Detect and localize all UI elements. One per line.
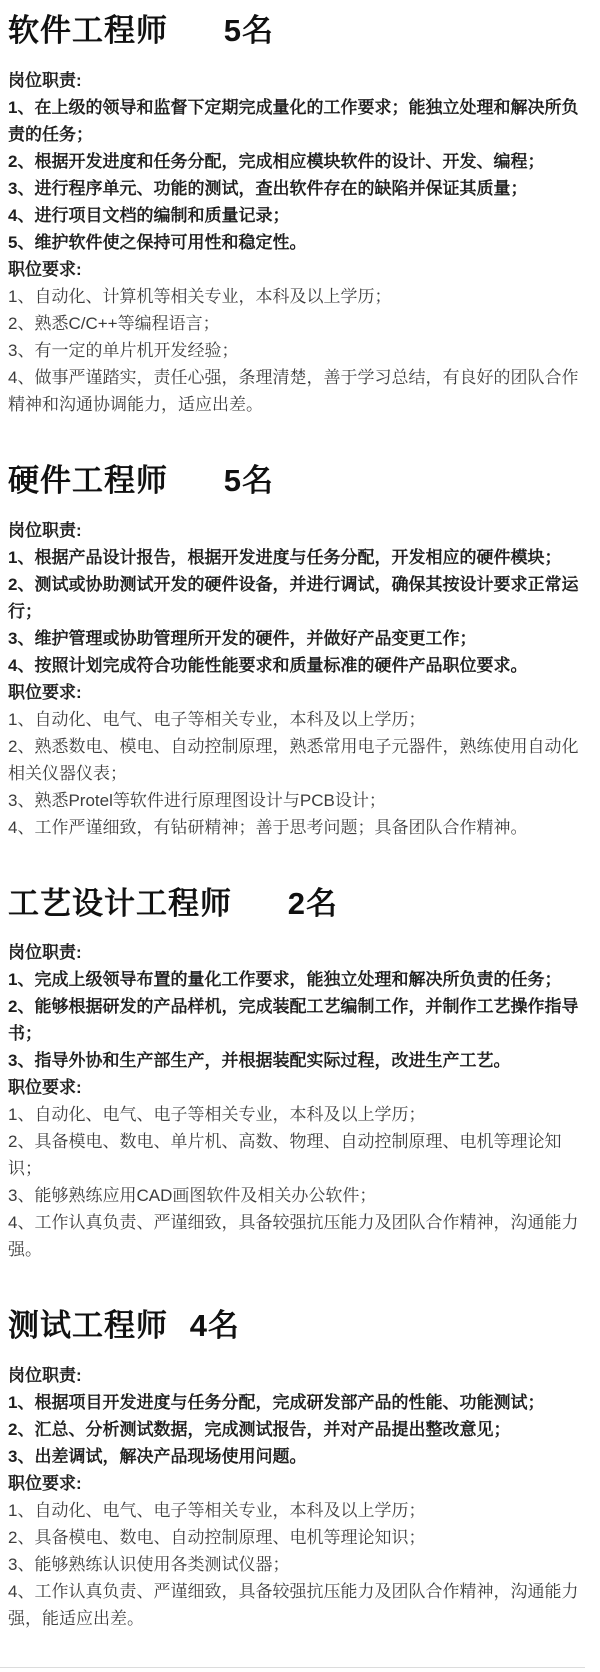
job-listings-page (8, 12, 590, 1632)
requirement-item: 4、工作严谨细致，有钻研精神；善于思考问题；具备团队合作精神。 (8, 817, 528, 837)
requirements-label: 职位要求: (8, 1474, 82, 1493)
responsibility-item: 4、进行项目文档的编制和质量记录； (8, 205, 290, 225)
requirement-item: 1、自动化、电气、电子等相关专业，本科及以上学历； (8, 709, 426, 729)
requirement-item: 3、有一定的单片机开发经验； (8, 340, 239, 360)
requirement-item: 2、熟悉C/C++等编程语言； (8, 313, 220, 333)
requirement-item: 2、具备模电、数电、自动控制原理、电机等理论知识； (8, 1528, 426, 1547)
job-section-process-design-engineer (8, 885, 590, 1264)
requirement-item: 3、能够熟练应用CAD画图软件及相关办公软件； (8, 1186, 377, 1206)
requirement-item: 1、自动化、电气、电子等相关专业，本科及以上学历； (8, 1105, 426, 1125)
job-headcount: 5名 (223, 13, 275, 48)
job-headcount: 5名 (223, 462, 275, 498)
requirements-label: 职位要求: (8, 682, 82, 702)
responsibility-item: 2、能够根据研发的产品样机，完成装配工艺编制工作，并制作工艺操作指导书； (8, 997, 579, 1044)
responsibility-item: 3、出差调试，解决产品现场使用问题。 (8, 1447, 307, 1466)
job-title (8, 1307, 590, 1346)
responsibility-item: 1、根据项目开发进度与任务分配，完成研发部产品的性能、功能测试； (8, 1393, 545, 1412)
requirement-item: 3、能够熟练认识使用各类测试仪器； (8, 1555, 290, 1574)
job-title-name: 硬件工程师 (8, 462, 168, 498)
job-section-software-engineer (8, 12, 590, 418)
responsibility-item: 2、汇总、分析测试数据，完成测试报告，并对产品提出整改意见； (8, 1420, 511, 1439)
responsibility-item: 3、指导外协和生产部生产，并根据装配实际过程，改进生产工艺。 (8, 1051, 511, 1071)
bottom-divider (0, 1667, 585, 1668)
job-title (8, 462, 590, 501)
responsibility-item: 1、完成上级领导布置的量化工作要求，能独立处理和解决所负责的任务； (8, 970, 562, 990)
requirements-label: 职位要求: (8, 1078, 82, 1098)
job-title-name: 工艺设计工程师 (8, 885, 232, 921)
responsibility-item: 5、维护软件使之保持可用性和稳定性。 (8, 232, 307, 252)
job-section-test-engineer (8, 1307, 590, 1632)
responsibility-item: 1、根据产品设计报告，根据开发进度与任务分配，开发相应的硬件模块； (8, 547, 562, 567)
job-title (8, 12, 590, 51)
responsibility-item: 1、在上级的领导和监督下定期完成量化的工作要求；能独立处理和解决所负责的任务； (8, 97, 579, 144)
responsibilities-label: 岗位职责: (8, 943, 82, 963)
job-headcount: 2名 (287, 885, 339, 921)
requirement-item: 4、工作认真负责、严谨细致，具备较强抗压能力及团队合作精神，沟通能力强。 (8, 1213, 579, 1260)
requirement-item: 4、工作认真负责、严谨细致，具备较强抗压能力及团队合作精神，沟通能力强，能适应出差。 (8, 1582, 579, 1628)
responsibility-item: 2、根据开发进度和任务分配，完成相应模块软件的设计、开发、编程； (8, 151, 545, 171)
job-headcount: 4名 (189, 1308, 240, 1344)
responsibilities-label: 岗位职责: (8, 520, 82, 540)
requirement-item: 4、做事严谨踏实，责任心强，条理清楚，善于学习总结，有良好的团队合作精神和沟通协调能力，适应出差。 (8, 367, 579, 414)
responsibility-item: 3、进行程序单元、功能的测试，查出软件存在的缺陷并保证其质量； (8, 178, 528, 198)
requirement-item: 2、熟悉数电、模电、自动控制原理，熟悉常用电子元器件，熟练使用自动化相关仪器仪表； (8, 736, 579, 783)
job-title-name: 软件工程师 (8, 13, 168, 48)
requirements-label: 职位要求: (8, 259, 82, 279)
job-title (8, 885, 590, 924)
job-section-hardware-engineer (8, 462, 590, 841)
responsibilities-label: 岗位职责: (8, 70, 82, 90)
responsibilities-label: 岗位职责: (8, 1366, 82, 1385)
requirement-item: 3、熟悉Protel等软件进行原理图设计与PCB设计； (8, 790, 386, 810)
responsibility-item: 4、按照计划完成符合功能性能要求和质量标准的硬件产品职位要求。 (8, 655, 528, 675)
responsibility-item: 2、测试或协助测试开发的硬件设备，并进行调试，确保其按设计要求正常运行； (8, 574, 579, 621)
responsibility-item: 3、维护管理或协助管理所开发的硬件，并做好产品变更工作； (8, 628, 477, 648)
requirement-item: 1、自动化、电气、电子等相关专业，本科及以上学历； (8, 1501, 426, 1520)
requirement-item: 1、自动化、计算机等相关专业，本科及以上学历； (8, 286, 392, 306)
requirement-item: 2、具备模电、数电、单片机、高数、物理、自动控制原理、电机等理论知识； (8, 1132, 562, 1179)
job-title-name: 测试工程师 (8, 1308, 168, 1344)
